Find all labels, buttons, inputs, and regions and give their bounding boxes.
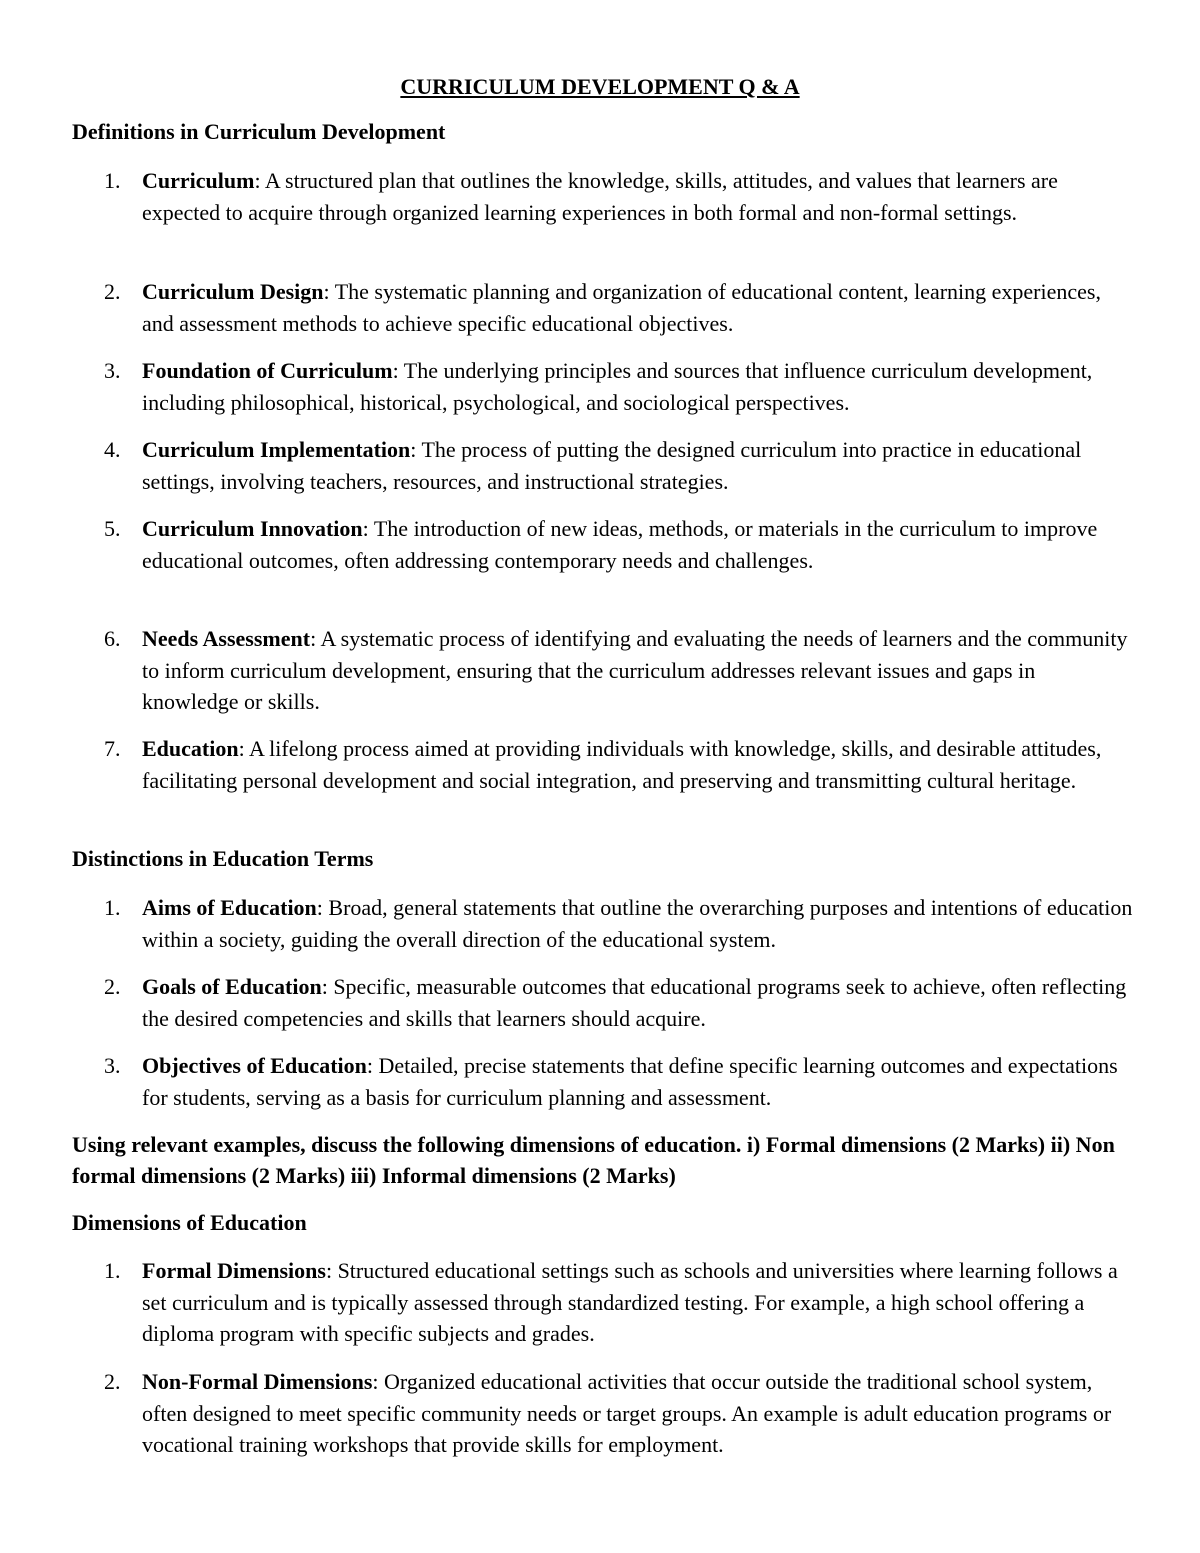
item-body	[142, 1050, 1134, 1113]
item-number: 7.	[104, 736, 121, 761]
item-number: 2.	[104, 1369, 121, 1394]
item-body	[142, 355, 1134, 418]
item-term: Curriculum Design	[142, 279, 324, 304]
item-number: 3.	[104, 1053, 121, 1078]
item-body	[142, 1366, 1134, 1461]
item-number: 4.	[104, 437, 121, 462]
item-text: : A structured plan that outlines the knowledge, skills, attitudes, and values that learners are expected to acquire through organized learning experiences in both formal and non-formal settings.	[142, 168, 1058, 225]
list-item	[104, 892, 1134, 955]
item-term: Needs Assessment	[142, 626, 311, 651]
list-item	[104, 1366, 1134, 1461]
item-number: 6.	[104, 626, 121, 651]
item-body	[142, 165, 1134, 228]
item-term: Aims of Education	[142, 895, 317, 920]
list-item	[104, 276, 1134, 339]
item-number: 1.	[104, 168, 121, 193]
item-body	[142, 733, 1134, 796]
item-term: Non-Formal Dimensions	[142, 1369, 373, 1394]
item-text: : Specific, measurable outcomes that educational programs seek to achieve, often reflecting the desired competencies and skills that learners should acquire.	[142, 974, 1127, 1031]
section-heading-dimensions: Dimensions of Education	[72, 1210, 307, 1235]
item-term: Curriculum Innovation	[142, 516, 363, 541]
item-number: 5.	[104, 516, 121, 541]
item-term: Objectives of Education	[142, 1053, 367, 1078]
item-body	[142, 434, 1134, 497]
list-item	[104, 434, 1134, 497]
item-text: : Detailed, precise statements that define specific learning outcomes and expectations for students, serving as a basis for curriculum planning and assessment.	[142, 1053, 1118, 1110]
item-body	[142, 971, 1134, 1034]
list-item	[104, 1255, 1134, 1350]
item-body	[142, 276, 1134, 339]
document-title: CURRICULUM DEVELOPMENT Q & A	[400, 74, 800, 99]
section-heading-distinctions: Distinctions in Education Terms	[72, 846, 374, 871]
item-term: Foundation of Curriculum	[142, 358, 393, 383]
list-item	[104, 971, 1134, 1034]
section-heading-definitions: Definitions in Curriculum Development	[72, 119, 446, 144]
item-number: 3.	[104, 358, 121, 383]
item-text: : The introduction of new ideas, methods, or materials in the curriculum to improve educational outcomes, often addressing contemporary needs and challenges.	[142, 516, 1098, 573]
item-text: : The process of putting the designed curriculum into practice in educational settings, involving teachers, resources, and instructional strategies.	[142, 437, 1082, 494]
list-item	[104, 165, 1134, 228]
item-term: Curriculum	[142, 168, 255, 193]
item-body	[142, 892, 1134, 955]
item-body	[142, 1255, 1134, 1350]
item-text: : The systematic planning and organization of educational content, learning experiences, and assessment methods to achieve specific educational objectives.	[142, 279, 1101, 336]
item-term: Education	[142, 736, 239, 761]
item-term: Formal Dimensions	[142, 1258, 326, 1283]
item-number: 1.	[104, 895, 121, 920]
item-body	[142, 623, 1134, 718]
list-item	[104, 733, 1134, 796]
list-item	[104, 1050, 1134, 1113]
item-number: 2.	[104, 279, 121, 304]
item-text: : A lifelong process aimed at providing individuals with knowledge, skills, and desirable attitudes, facilitating personal development and social integration, and preserving and transmitting cultural heritage.	[142, 736, 1102, 793]
item-number: 1.	[104, 1258, 121, 1283]
list-item	[104, 513, 1134, 576]
list-item	[104, 623, 1134, 718]
item-text: : Structured educational settings such as schools and universities where learning follows a set curriculum and is typically assessed through standardized testing. For example, a high school offering a diploma program with specific subjects and grades.	[142, 1258, 1118, 1346]
item-term: Curriculum Implementation	[142, 437, 411, 462]
item-body	[142, 513, 1134, 576]
item-term: Goals of Education	[142, 974, 322, 999]
item-text: : A systematic process of identifying and evaluating the needs of learners and the community to inform curriculum development, ensuring that the curriculum addresses relevant issues and gaps in knowledge or skills.	[142, 626, 1128, 714]
item-text: : The underlying principles and sources that influence curriculum development, including philosophical, historical, psychological, and sociological perspectives.	[142, 358, 1093, 415]
list-item	[104, 355, 1134, 418]
question-heading: Using relevant examples, discuss the following dimensions of education. i) Formal dimensions (2 Marks) ii) Non formal dimensions (2 Marks) iii) Informal dimensions (2 Marks)	[72, 1132, 1115, 1188]
item-text: : Organized educational activities that occur outside the traditional school system, often designed to meet specific community needs or target groups. An example is adult education programs or vocational training workshops that provide skills for employment.	[142, 1369, 1112, 1457]
item-text: : Broad, general statements that outline the overarching purposes and intentions of education within a society, guiding the overall direction of the educational system.	[142, 895, 1133, 952]
item-number: 2.	[104, 974, 121, 999]
